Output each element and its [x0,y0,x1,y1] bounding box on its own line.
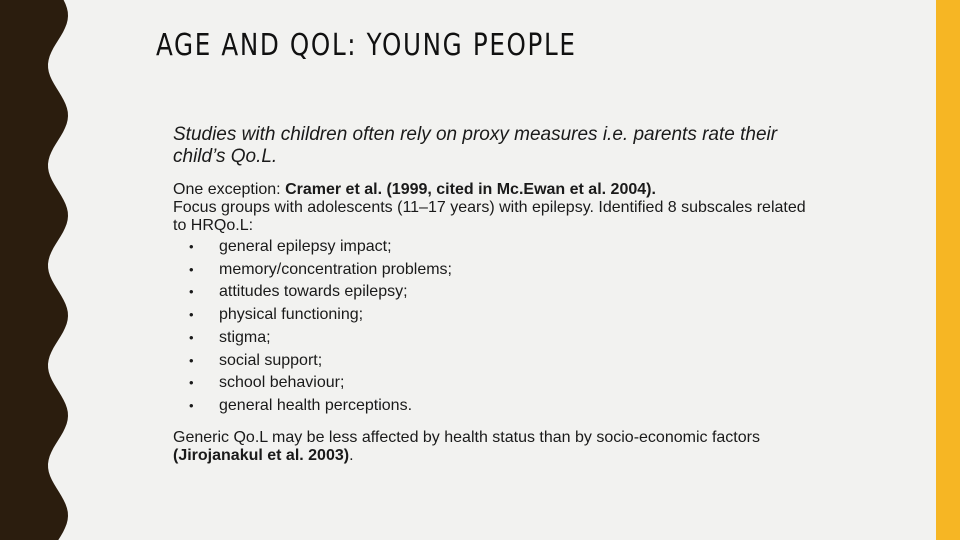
subscale-label: general epilepsy impact; [219,238,392,255]
closing-end: . [349,446,354,464]
accent-bar [936,0,960,540]
bullet-icon: • [189,307,194,323]
subscale-label: school behaviour; [219,374,345,392]
focus-paragraph: Focus groups with adolescents (11–17 years) with epilepsy. Identified 8 subscales related to HRQo.L: [173,199,806,234]
subscale-item [173,350,813,373]
exception-prefix: One exception: [173,181,286,198]
subscale-label: physical functioning; [219,306,364,324]
subscale-item [173,372,813,395]
subscale-list [173,236,813,418]
closing-citation: (Jirojanakul et al. 2003) [173,446,350,464]
subscale-label: general health perceptions. [219,396,413,414]
subscale-item [173,304,813,327]
bullet-icon: • [189,239,194,254]
subscale-item [173,281,813,304]
wavy-left-border [0,0,80,540]
subscale-label: social support; [219,351,323,369]
bullet-icon: • [189,375,194,391]
closing-paragraph [173,429,813,465]
intro-paragraph: Studies with children often rely on proxy measures i.e. parents rate their child’s Qo.L. [173,124,778,167]
subscale-label: memory/concentration problems; [219,260,452,278]
subscale-item [173,395,813,418]
closing-text: Generic Qo.L may be less affected by health status than by socio-economic factors [173,428,760,446]
exception-citation: Cramer et al. (1999, cited in Mc.Ewan et al. 2004). [285,181,656,198]
bullet-icon: • [189,352,194,368]
bullet-icon: • [189,329,194,345]
bullet-icon: • [189,284,194,300]
slide-content [173,124,813,465]
subscale-item [173,259,813,282]
subscale-label: stigma; [219,328,271,346]
subscale-item [173,236,813,259]
exception-paragraph [173,181,813,199]
subscale-item [173,327,813,350]
slide-title: AGE AND QOL: YOUNG PEOPLE [156,28,577,63]
subscale-label: attitudes towards epilepsy; [219,283,408,301]
bullet-icon: • [189,261,194,277]
bullet-icon: • [189,397,194,413]
